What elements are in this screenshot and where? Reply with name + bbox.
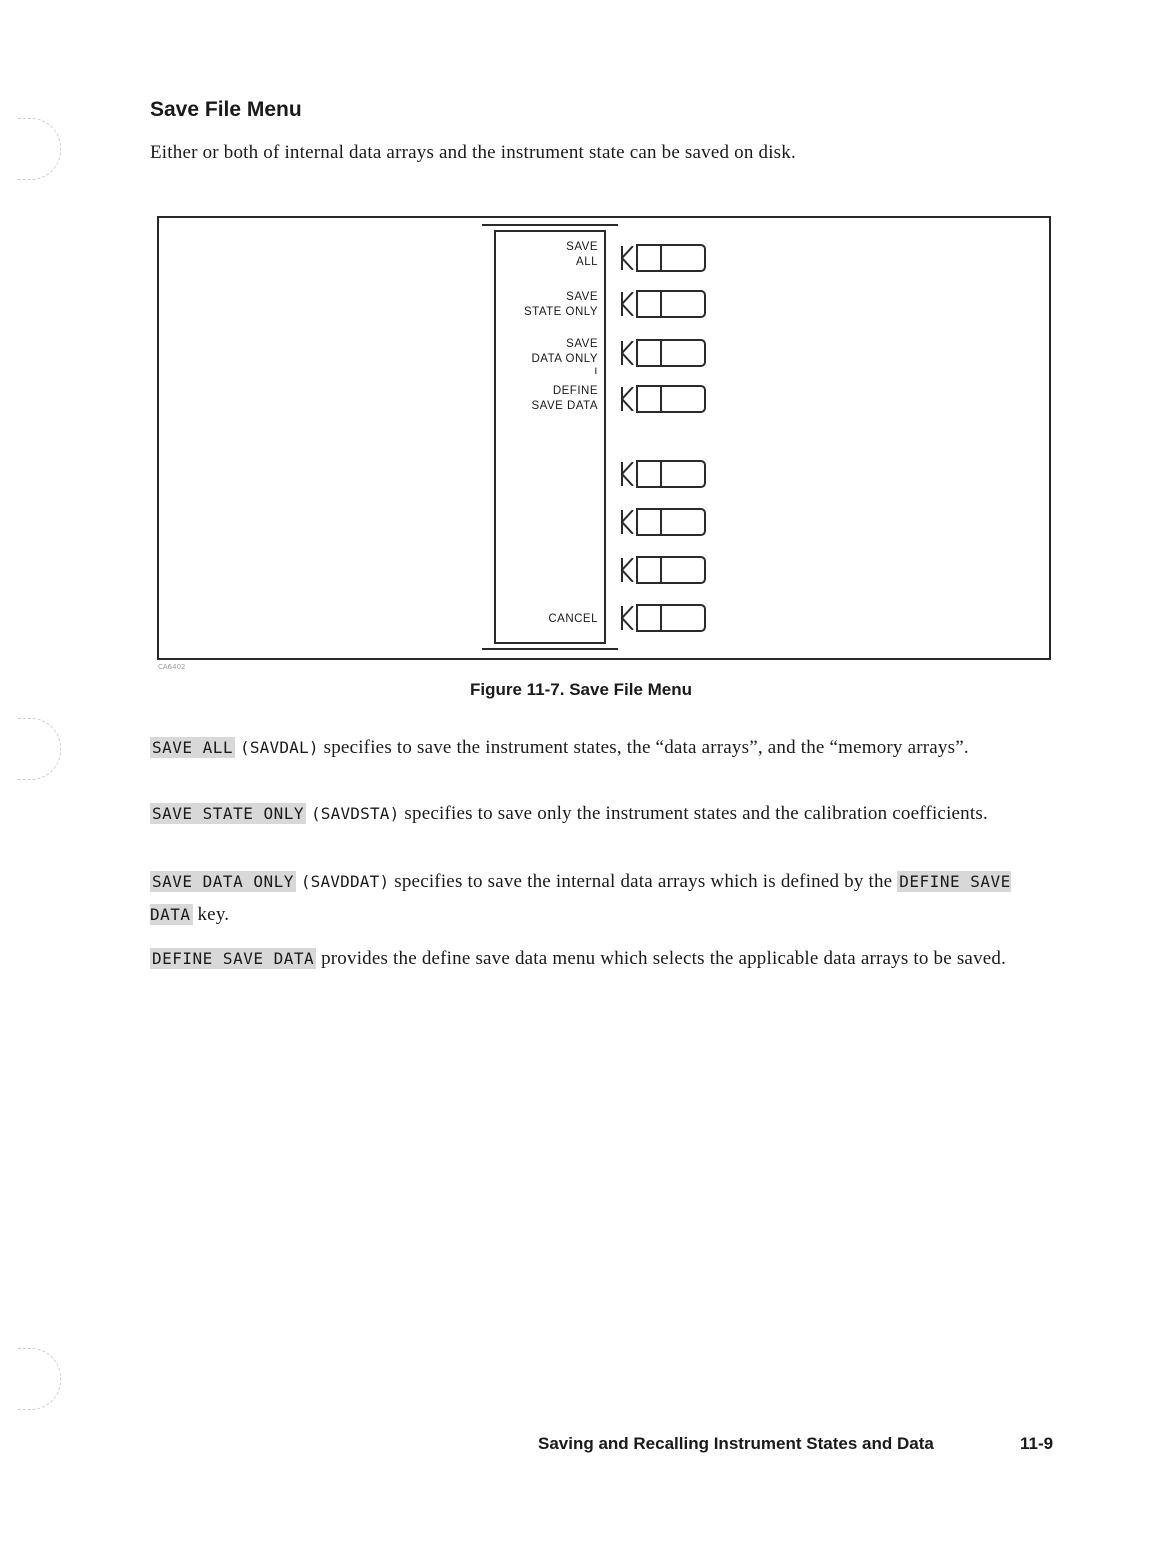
pointer-icon [620,292,634,316]
binder-hole-bottom [18,1348,61,1410]
description-text: specifies to save the internal data arrays which is defined by the [394,871,893,892]
softkey-label-save-data-only: SAVE DATA ONLY ı [531,338,598,377]
softkey-button-2[interactable] [636,290,706,318]
description-save-all [150,733,1050,762]
pointer-icon [620,341,634,365]
softkey-label-define-save-data: DEFINE SAVE DATA [531,385,598,412]
softkey-reference: DEFINE SAVE DATA [150,872,1011,924]
softkey-reference: SAVE DATA ONLY [152,872,294,891]
binder-hole-top [18,118,61,180]
mnemonic: (SAVDSTA) [310,804,400,823]
binder-hole-middle [18,718,61,780]
softkey-button-8[interactable] [636,604,706,632]
softkey-button-5[interactable] [636,460,706,488]
description-text: specifies to save only the instrument states and the calibration coefficients. [404,803,988,824]
softkey-reference: SAVE STATE ONLY [152,804,304,823]
softkey-label-save-all: SAVE ALL [566,241,598,268]
footer-page-number: 11-9 [1020,1434,1054,1453]
softkey-button-6[interactable] [636,508,706,536]
softkey-label-cancel: CANCEL [548,613,598,625]
softkey-reference: DEFINE SAVE DATA [152,949,315,968]
pointer-icon [620,558,634,582]
pointer-icon [620,510,634,534]
description-text: specifies to save the instrument states, the “data arrays”, and the “memory arrays”. [323,737,969,758]
softkey-button-1[interactable] [636,244,706,272]
softkey-label-save-state-only: SAVE STATE ONLY [523,291,598,318]
figure-code: CA6402 [158,663,186,671]
pointer-icon [620,387,634,411]
softkey-reference: SAVE ALL [152,738,234,757]
pointer-icon [620,246,634,270]
description-define-save-data [150,944,1050,973]
softkey-panel [494,230,606,644]
figure-caption: Figure 11-7. Save File Menu [470,680,693,699]
pointer-icon [620,462,634,486]
footer-chapter-title: Saving and Recalling Instrument States and Data [538,1434,934,1453]
softkey-button-3[interactable] [636,339,706,367]
description-text: key. [197,904,230,925]
description-save-data-only [150,865,1050,931]
description-text: provides the define save data menu which selects the applicable data arrays to be saved. [321,948,1007,969]
softkey-button-7[interactable] [636,556,706,584]
panel-top-line [482,224,618,226]
section-title: Save File Menu [150,98,302,121]
mnemonic: (SAVDAL) [240,738,319,757]
description-save-state-only [150,799,1050,828]
mnemonic: (SAVDDAT) [300,872,390,891]
intro-paragraph: Either or both of internal data arrays and the instrument state can be saved on disk. [150,142,796,163]
panel-bottom-line [482,648,618,650]
softkey-button-4[interactable] [636,385,706,413]
pointer-icon [620,606,634,630]
